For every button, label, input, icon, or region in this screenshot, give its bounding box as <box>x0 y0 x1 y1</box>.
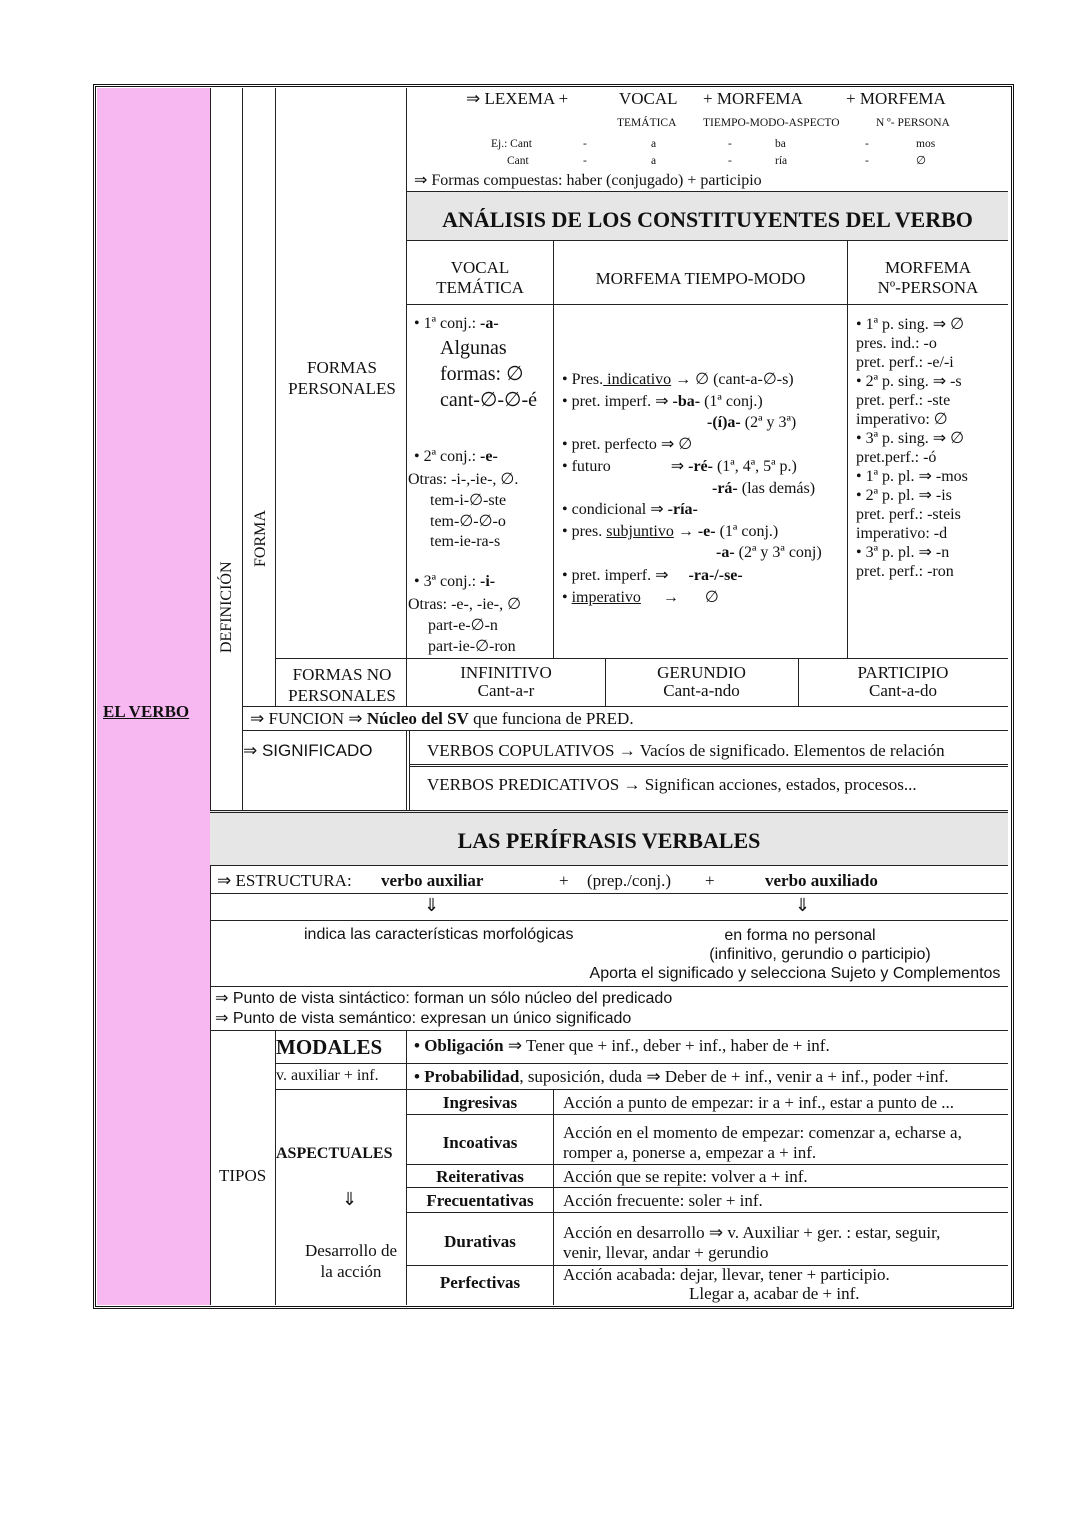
verbo-auxiliado: verbo auxiliado <box>765 871 878 890</box>
morfema-tiempo-modo-header: MORFEMA TIEMPO-MODO <box>595 269 806 288</box>
example-cell: ∅ <box>916 155 927 167</box>
vocal-algunas-formas: Algunas formas: ∅ cant-∅-∅-é <box>440 337 538 411</box>
aspectual-desc: Acción a punto de empezar: ir a + inf., estar a punto de ... <box>563 1093 954 1112</box>
infinitivo-cell: INFINITIVO Cant-a-r <box>460 663 552 700</box>
divider <box>210 920 1008 921</box>
gerundio-cell: GERUNDIO Cant-a-ndo <box>657 663 746 700</box>
divider <box>410 764 1008 767</box>
tipos-label: TIPOS <box>219 1166 267 1185</box>
morfema-persona-header: MORFEMA Nº-PERSONA <box>877 258 979 298</box>
divider <box>275 1063 1008 1064</box>
divider <box>407 1187 1008 1188</box>
divider <box>406 88 407 706</box>
vocal-2-otras: Otras: -i-,-ie-, ∅. tem-i-∅-ste tem-∅-∅-o tem-ie-ra-s <box>408 471 519 551</box>
divider <box>275 88 276 706</box>
tm-pret-imperf-2: -(í)a- (2ª y 3ª) <box>707 414 797 431</box>
definicion-label: DEFINICIÓN <box>218 561 235 653</box>
estructura-label: ⇒ ESTRUCTURA: <box>217 871 352 890</box>
punto-vista-sintactico: ⇒ Punto de vista sintáctico: forman un sólo núcleo del predicado <box>215 990 673 1007</box>
aspectual-desc: Acción acabada: dejar, llevar, tener + participio. Llegar a, acabar de + inf. <box>563 1265 890 1303</box>
lexema-label: ⇒ LEXEMA + <box>466 89 569 108</box>
example-cell: Cant <box>507 155 529 167</box>
aspectual-desc: Acción frecuente: soler + inf. <box>563 1191 763 1210</box>
tm-pres-subjuntivo: • pres. subjuntivo → -e- (1ª conj.) <box>562 523 779 540</box>
auxiliar-desc: indica las características morfológicas <box>304 926 574 943</box>
divider <box>407 1164 1008 1165</box>
vocal-1-conj: • 1ª conj.: -a- <box>414 315 499 332</box>
persona-list: • 1ª p. sing. ⇒ ∅ pres. ind.: -o pret. perf.: -e/-i • 2ª p. sing. ⇒ -s pret. perf.: -ste imperativo: ∅ • 3ª p. sing. ⇒ ∅ pret.perf.: -ó • 1ª p. pl. ⇒ -mos • 2ª p. pl. ⇒ -is pret. perf.: -steis imperativo: -d • 3ª p. pl. ⇒ -n pret. perf.: -ron <box>856 316 968 581</box>
tiempo-modo-aspecto-label: TIEMPO-MODO-ASPECTO <box>703 117 840 129</box>
divider <box>847 241 848 658</box>
significado-box-border <box>406 730 410 810</box>
divider <box>275 658 1008 659</box>
modales-sub: v. auxiliar + inf. <box>276 1067 379 1084</box>
verbos-copulativos: VERBOS COPULATIVOS → Vacíos de significado. Elementos de relación <box>427 741 945 760</box>
punto-vista-semantico: ⇒ Punto de vista semántico: expresan un único significado <box>215 1010 632 1027</box>
divider <box>407 1212 1008 1213</box>
aspectual-desc: Acción en desarrollo ⇒ v. Auxiliar + ger. : estar, seguir, venir, llevar, andar + gerundio <box>563 1223 941 1263</box>
vocal-2-conj: • 2ª conj.: -e- <box>414 448 498 465</box>
pink-sidebar <box>97 88 211 1305</box>
divider <box>242 730 1008 731</box>
vocal-label: VOCAL <box>619 89 678 108</box>
verbo-auxiliar: verbo auxiliar <box>381 871 484 890</box>
funcion-row: ⇒ FUNCION ⇒ Núcleo del SV que funciona de PRED. <box>250 709 634 728</box>
divider <box>210 986 1008 987</box>
auxiliado-desc: en forma no personal (infinitivo, gerundio o participio) Aporta el significado y selecciona Sujeto y Complementos <box>589 927 1001 983</box>
modales-title: MODALES <box>276 1035 383 1059</box>
divider <box>407 1114 1008 1115</box>
persona-label: N º- PERSONA <box>876 117 950 129</box>
divider <box>210 893 1008 894</box>
modales-probabilidad: • Probabilidad, suposición, duda ⇒ Deber de + inf., venir a + inf., poder +inf. <box>414 1067 949 1086</box>
divider <box>553 241 554 658</box>
vocal-tematica-header: VOCAL TEMÁTICA <box>436 258 524 298</box>
analisis-title: ANÁLISIS DE LOS CONSTITUYENTES DEL VERBO <box>442 207 973 232</box>
divider <box>210 1030 1008 1031</box>
example-cell: a <box>651 155 657 167</box>
tm-pret-perfecto: • pret. perfecto ⇒ ∅ <box>562 436 693 453</box>
formas-personales-label: FORMAS PERSONALES <box>288 358 396 399</box>
aspectual-type: Frecuentativas <box>426 1191 534 1210</box>
example-cell: - <box>865 155 869 167</box>
example-cell: - <box>728 155 732 167</box>
down-arrow-icon: ⇓ <box>795 895 811 915</box>
aspectuales-desc: Desarrollo de la acción <box>304 1241 398 1282</box>
divider <box>242 88 243 810</box>
example-cell: - <box>583 155 587 167</box>
tm-imperativo: • imperativo → ∅ <box>562 589 719 606</box>
down-arrow-icon: ⇓ <box>342 1189 358 1209</box>
formas-compuestas: ⇒ Formas compuestas: haber (conjugado) + participio <box>414 172 762 189</box>
example-cell: - <box>728 138 732 150</box>
aspectual-desc: Acción en el momento de empezar: comenzar a, echarse a, romper a, ponerse a, empezar a + inf. <box>563 1123 962 1163</box>
plus: + <box>559 871 569 890</box>
modales-obligacion: • Obligación ⇒ Tener que + inf., deber + inf., haber de + inf. <box>414 1036 830 1055</box>
divider <box>553 1089 554 1305</box>
tm-condicional: • condicional ⇒ -ría- <box>562 501 698 518</box>
divider <box>275 1089 1008 1090</box>
aspectuales-title: ASPECTUALES <box>276 1145 393 1162</box>
plus: + <box>705 871 715 890</box>
tm-futuro: • futuro ⇒ -ré- (1ª, 4ª, 5ª p.) <box>562 458 797 475</box>
example-cell: ba <box>775 138 786 150</box>
divider <box>242 706 1008 707</box>
significado-label: ⇒ SIGNIFICADO <box>243 741 373 760</box>
verbos-predicativos: VERBOS PREDICATIVOS → Significan acciones, estados, procesos... <box>427 775 917 794</box>
forma-label: FORMA <box>252 510 269 567</box>
tm-pres-indicativo: • Pres. indicativo → ∅ (cant-a-∅-s) <box>562 371 794 388</box>
aspectual-desc: Acción que se repite: volver a + inf. <box>563 1167 808 1186</box>
aspectual-type: Incoativas <box>442 1133 518 1152</box>
example-cell: mos <box>916 138 936 150</box>
tm-pres-subjuntivo-2: -a- (2ª y 3ª conj) <box>716 544 822 561</box>
perifrasis-title: LAS PERÍFRASIS VERBALES <box>457 828 761 853</box>
aspectual-type: Durativas <box>444 1232 516 1251</box>
morfema-persona-label: + MORFEMA <box>846 89 946 108</box>
tm-pret-imperf-subj: • pret. imperf. ⇒ -ra-/-se- <box>562 567 743 584</box>
morfema-tma-label: + MORFEMA <box>703 89 803 108</box>
example-cell: a <box>651 138 657 150</box>
example-cell: - <box>583 138 587 150</box>
vocal-3-conj: • 3ª conj.: -i- <box>414 573 496 590</box>
participio-cell: PARTICIPIO Cant-a-do <box>857 663 949 700</box>
aspectual-type: Perfectivas <box>439 1273 521 1292</box>
vocal-3-otras: Otras: -e-, -ie-, ∅ part-e-∅-n part-ie-∅-ron <box>408 596 521 655</box>
example-cell: - <box>865 138 869 150</box>
main-label: EL VERBO <box>103 702 190 721</box>
down-arrow-icon: ⇓ <box>424 895 440 915</box>
divider <box>407 304 1008 305</box>
example-cell: Ej.: Cant <box>491 138 532 150</box>
tematica-label: TEMÁTICA <box>617 117 677 129</box>
tm-futuro-2: -rá- (las demás) <box>712 480 816 497</box>
aspectual-type: Ingresivas <box>442 1093 518 1112</box>
tm-pret-imperf: • pret. imperf. ⇒ -ba- (1ª conj.) <box>562 393 763 410</box>
formas-no-personales-label: FORMAS NO PERSONALES <box>288 665 396 706</box>
aspectual-type: Reiterativas <box>436 1167 524 1186</box>
prep-conj: (prep./conj.) <box>587 871 672 890</box>
example-cell: ría <box>775 155 788 167</box>
